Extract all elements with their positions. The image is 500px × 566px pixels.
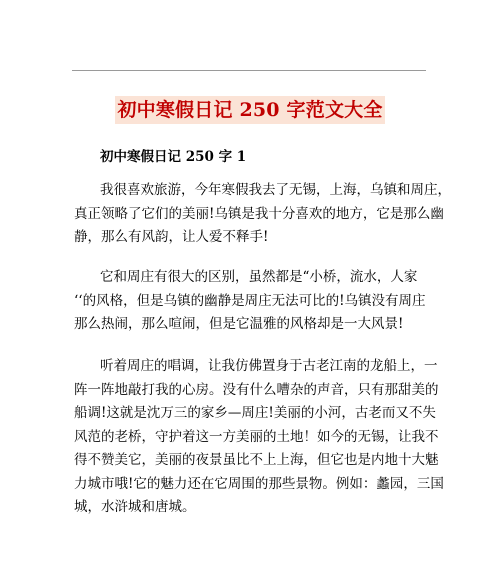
- paragraph-3: [74, 355, 444, 520]
- paragraph-line: 静，那么有风韵，让人爱不释手!: [74, 229, 269, 245]
- paragraph-line: 得不赞美它，美丽的夜景虽比不上上海，但它也是内地十大魅: [74, 452, 439, 468]
- paragraph-line: 听着周庄的唱调，让我仿佛置身于古老江南的龙船上，一: [100, 358, 438, 374]
- paragraph-line: 风范的老桥，守护着这一方美丽的土地！如今的无锡，让我不: [74, 428, 439, 445]
- document-title-block: [0, 86, 500, 124]
- document-subtitle: 初中寒假日记 250 字 1: [100, 149, 247, 165]
- paragraph-line: 船调!这就是沈万三的家乡—周庄!美丽的小河，古老而又不失: [74, 405, 436, 421]
- paragraph-line: 城，水浒城和唐城。: [74, 499, 196, 515]
- paragraph-2: [74, 266, 444, 337]
- header-rule: [72, 70, 426, 71]
- paragraph-line: 力城市哦!它的魅力还在它周围的那些景物。例如：蠡园，三国: [74, 475, 444, 492]
- paragraph-line: 真正领略了它们的美丽!乌镇是我十分喜欢的地方，它是那么幽: [74, 205, 444, 222]
- paragraph-line: ‘‘的风格，但是乌镇的幽静是周庄无法可比的!乌镇没有周庄: [74, 292, 426, 309]
- document-title: 初中寒假日记 250 字范文大全: [115, 96, 384, 124]
- paragraph-line: 那么热闹，那么喧闹，但是它温雅的风格却是一大风景!: [74, 316, 404, 332]
- paragraph-1: [74, 179, 451, 250]
- paragraph-line: 我很喜欢旅游，今年寒假我去了无锡，上海，乌镇和周庄，: [100, 182, 451, 198]
- paragraph-line: 阵一阵地敲打我的心房。没有什么嘈杂的声音，只有那甜美的: [74, 381, 439, 398]
- paragraph-line: 它和周庄有很大的区别，虽然都是“小桥，流水，人家: [100, 269, 418, 285]
